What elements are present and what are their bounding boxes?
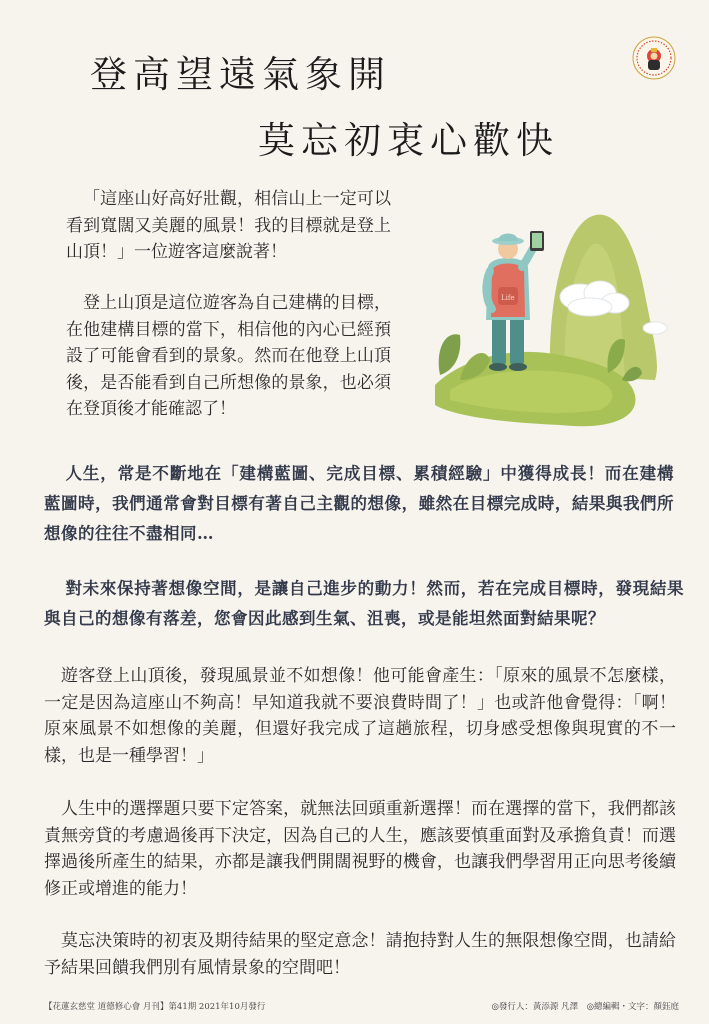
page-footer — [44, 1000, 679, 1012]
footer-credits: ◎發行人：黃添源 凡澤 ◎總編輯・文字：顏鈺庭 — [491, 1002, 679, 1012]
paragraph-imagination-space: 對未來保持著想像空間，是讓自己進步的動力！然而，若在完成目標時，發現結果與自己的想像有落差，您會因此感到生氣、沮喪，或是能坦然面對結果呢？ — [44, 579, 684, 628]
paragraph-goal: 登上山頂是這位遊客為自己建構的目標，在他建構目標的當下，相信他的內心已經預設了可能會看到的景象。然而在他登上山頂後，是否能看到自己所想像的景象，也必須在登頂後才能確認了！ — [66, 293, 391, 419]
temple-seal-logo-icon — [632, 36, 676, 80]
paragraph-life-choices: 人生中的選擇題只要下定答案，就無法回頭重新選擇！而在選擇的當下，我們都該責無旁貸的考慮過後再下決定，因為自己的人生，應該要慎重面對及承擔負責！而選擇過後所產生的結果，亦都是讓我們開闊視野的機會，也讓我們學習用正向思考後續修正或增進的能力！ — [44, 799, 676, 899]
backpack-label: Life — [501, 294, 515, 302]
paragraph-closing: 莫忘決策時的初衷及期待結果的堅定意念！請抱持對人生的無限想像空間，也請給予結果回饋我們別有風情景象的空間吧！ — [44, 931, 676, 978]
hiker-on-mountain-illustration — [430, 205, 675, 435]
paragraph-life-blueprint: 人生，常是不斷地在「建構藍圖、完成目標、累積經驗」中獲得成長！而在建構藍圖時，我們通常會對目標有著自己主觀的想像，雖然在目標完成時，結果與我們所想像的往往不盡相同… — [44, 464, 674, 543]
title-line-1: 登高望遠氣象開 — [90, 53, 391, 96]
footer-publication-info: 【花蓮玄慈堂 道德修心會 月刊】第41期 2021年10月發行 — [44, 1002, 266, 1012]
paragraph-summit-view: 遊客登上山頂後，發現風景並不如想像！他可能會產生：「原來的風景不怎麼樣，一定是因為這座山不夠高！早知道我就不要浪費時間了！」也或許他會覺得：「啊！原來風景不如想像的美麗，但還好我完成了這趟旅程，切身感受想像與現實的不一樣，也是一種學習！」 — [44, 666, 676, 766]
title-line-2: 莫忘初衷心歡快 — [258, 119, 559, 162]
paragraph-intro-quote: 「這座山好高好壯觀，相信山上一定可以看到寬闊又美麗的風景！我的目標就是登上山頂！」一位遊客這麼說著！ — [66, 189, 391, 262]
